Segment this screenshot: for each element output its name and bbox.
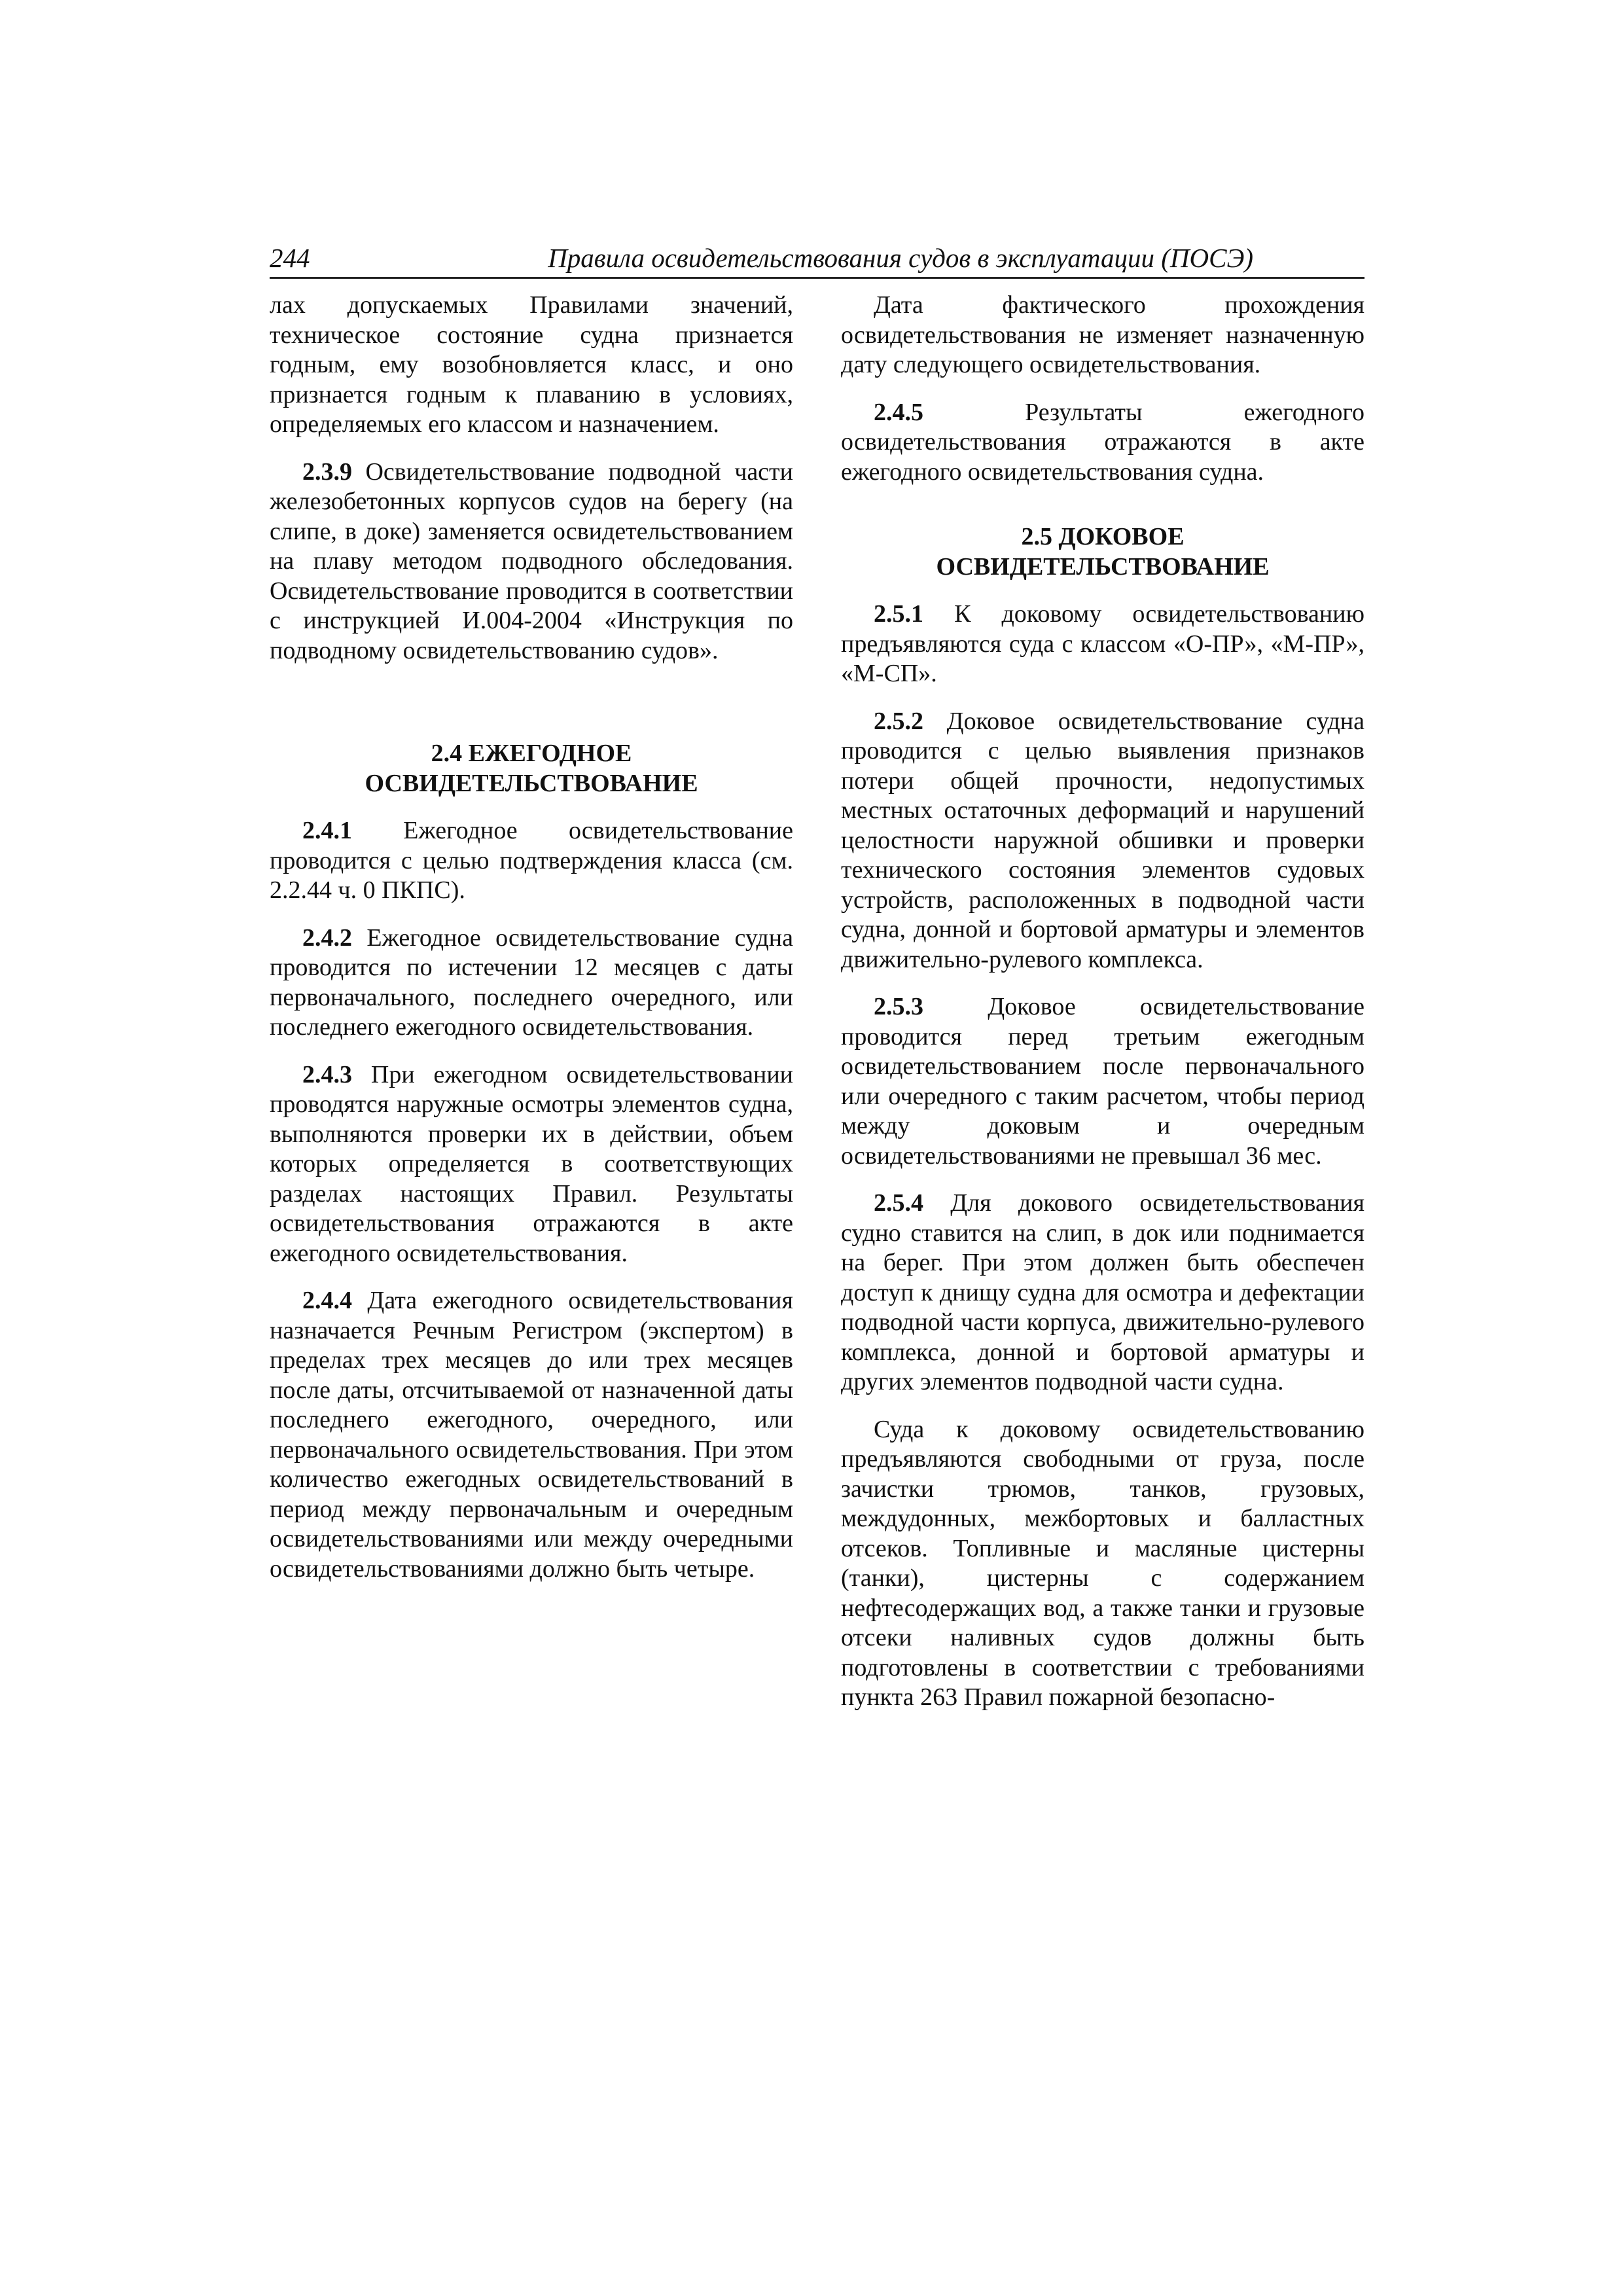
paragraph-2-3-9 [270,457,793,666]
paragraph-continued: лах допускаемых Правилами значений, техническое состояние судна признается годным, ему возобновляется класс, и оно признается годным к плаванию в условиях, определяемых его классом и назначением. [270,291,793,438]
clause-number: 2.5.3 [874,993,923,1020]
page-header [270,239,1364,279]
clause-number: 2.5.1 [874,600,923,628]
paragraph-continued: Дата фактического прохождения освидетельствования не изменяет назначенную дату следующего освидетельствования. [841,291,1364,378]
clause-text: При ежегодном освидетельствовании проводятся наружные осмотры элементов судна, выполняются проверки их в действии, объем которых определяется в соответствующих разделах настоящих Правил. Результаты освидетельствования отражаются в акте ежегодного освидетельствования. [270,1060,793,1267]
clause-number: 2.4.2 [302,924,352,952]
paragraph-2-4-2 [270,924,793,1043]
clause-text: Доковое освидетельствование судна проводится с целью выявления признаков потери общей прочности, недопустимых местных остаточных деформаций и нарушений целостности наружной обшивки и проверки технического состояния элементов судовых устройств, расположенных в подводной части судна, донной и бортовой арматуры и элементов движительно-рулевого комплекса. [841,707,1364,973]
clause-number: 2.4.4 [302,1287,352,1314]
section-heading-2-5 [841,522,1364,582]
clause-text: Доковое освидетельствование проводится перед третьим ежегодным освидетельствованием после первоначального или очередного с таким расчетом, чтобы период между доковым и очередным освидетельствованиями не превышал 36 мес. [841,993,1364,1170]
clause-number: 2.4.5 [874,398,923,426]
paragraph-2-4-5 [841,398,1364,488]
paragraph-2-4-1 [270,816,793,906]
heading-line: 2.4 ЕЖЕГОДНОЕ [431,740,632,767]
clause-number: 2.4.1 [302,817,352,844]
clause-text: Для докового освидетельствования судно ставится на слип, в док или поднимается на берег. При этом должен быть обеспечен доступ к днищу судна для осмотра и дефектации подводной части корпуса, движительно-рулевого комплекса, донной и бортовой арматуры и других элементов подводной части судна. [841,1189,1364,1395]
clause-number: 2.5.4 [874,1189,923,1217]
section-heading-2-4 [270,739,793,798]
clause-number: 2.3.9 [302,457,352,486]
paragraph-2-4-4 [270,1286,793,1584]
clause-text: Освидетельствование подводной части железобетонных корпусов судов на берегу (на слипе, в доке) заменяется освидетельствованием на плаву методом подводного обследования. Освидетельствование проводится в соответствии с инструкцией И.004-2004 «Инструкция по подводному освидетельствованию судов». [270,457,793,664]
page-number: 244 [270,243,310,273]
clause-text: Результаты ежегодного освидетельствования отражаются в акте ежегодного освидетельствования судна. [841,398,1364,486]
paragraph-2-5-2 [841,707,1364,975]
clause-text: Ежегодное освидетельствование судна проводится по истечении 12 месяцев с даты первоначального, последнего очередного, или последнего ежегодного освидетельствования. [270,924,793,1041]
clause-text: Дата ежегодного освидетельствования назначается Речным Регистром (экспертом) в пределах трех месяцев до или трех месяцев после даты, отсчитываемой от назначенной даты последнего ежегодного, очередного, или первоначального освидетельствования. При этом количество ежегодных освидетельствований в период между первоначальным и очередным освидетельствованиями или между очередными освидетельствованиями должно быть четыре. [270,1287,793,1583]
paragraph-last: Суда к доковому освидетельствованию предъявляются свободными от груза, после зачистки трюмов, танков, грузовых, междудонных, межбортовых и балластных отсеков. Топливные и масляные цистерны (танки), цистерны с содержанием нефтесодержащих вод, а также танки и грузовые отсеки наливных судов должны быть подготовлены в соответствии с требованиями пункта 263 Правил пожарной безопасно- [841,1415,1364,1711]
clause-number: 2.4.3 [302,1060,352,1088]
clause-text: К доковому освидетельствованию предъявляются суда с классом «О-ПР», «М-ПР», «М-СП». [841,600,1364,687]
paragraph-2-5-4 [841,1189,1364,1397]
paragraph-2-5-1 [841,600,1364,689]
paragraph-2-4-3 [270,1060,793,1269]
left-column [270,291,793,1602]
heading-line: ОСВИДЕТЕЛЬСТВОВАНИЕ [936,552,1270,581]
right-column [841,291,1364,1731]
heading-line: ОСВИДЕТЕЛЬСТВОВАНИЕ [365,769,698,797]
clause-text: Ежегодное освидетельствование проводится с целью подтверждения класса (см. 2.2.44 ч. 0 ПКПС). [270,817,793,904]
heading-line: 2.5 ДОКОВОЕ [1021,523,1185,550]
running-title: Правила освидетельствования судов в эксплуатации (ПОСЭ) [548,243,1253,273]
paragraph-2-5-3 [841,992,1364,1171]
clause-number: 2.5.2 [874,707,923,735]
